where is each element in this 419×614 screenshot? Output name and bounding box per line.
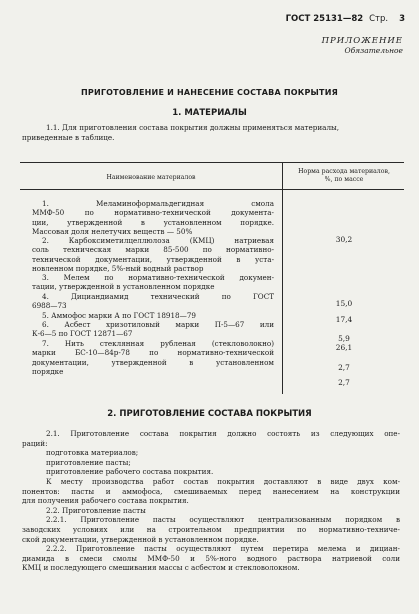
main-title: ПРИГОТОВЛЕНИЕ И НАНЕСЕНИЕ СОСТАВА ПОКРЫТИЯ	[81, 88, 338, 97]
page-number: 3	[399, 14, 405, 24]
section2-body	[22, 429, 400, 573]
section2-line: приготовление рабочего состава покрытия.	[46, 467, 214, 477]
section2-line: К месту производства работ состав покрытия доставляют в виде двух ком-	[46, 476, 400, 486]
table-row-name: 3. Мелем по нормативно-технической докумен- тации, утвержденной в установленном порядке	[32, 273, 274, 292]
table-row-value: 26,1	[335, 343, 353, 352]
table-top-rule	[20, 162, 404, 163]
table-row-value: 17,4	[335, 315, 353, 324]
section2-line: раций:	[22, 438, 48, 448]
table-row-name: 1. Меламиноформальдегидная смола ММФ-50 по нормативно-технической документа- ции, утвержденной в установленном порядке. Массовая доля нелетучих веществ — 50%	[32, 199, 274, 237]
section2-line: приготовление пасты;	[46, 457, 131, 467]
section2-line: 2.2.2. Приготовление пасты осуществляют путем перетира мелема и дициан-	[46, 544, 400, 554]
section1-paragraph	[22, 123, 400, 142]
table-header-norm-line: Норма расхода материалов,	[298, 168, 390, 175]
table-row-name: 6. Асбест хризотиловый марки П-5—67 или К-6—5 по ГОСТ 12871—67	[32, 320, 274, 339]
table-row-value: 30,2	[335, 235, 353, 244]
section2-line: 2.2.1. Приготовление пасты осуществляют централизованным порядком в	[46, 515, 400, 525]
section2-line: диамида в смеси смолы ММФ-50 и 5%-ного водного раствора натриевой соли	[22, 553, 400, 563]
table-row-value: 2,7	[338, 363, 350, 372]
table-row-name: 2. Карбоксиметилцеллюлоза (КМЦ) натриевая соль техническая марки 85-500 по нормативно- технической документации, утвержденной в уста- новленном порядке, 5%-ный водный раствор	[32, 236, 274, 274]
section2-line: для получения рабочего состава покрытия.	[22, 496, 189, 506]
appendix-label: ПРИЛОЖЕНИЕ	[321, 36, 403, 46]
section2-line: понентов: пасты и аммофоса, смешиваемых перед нанесением на конструкции	[22, 486, 400, 496]
table-row-value: 15,0	[335, 299, 353, 308]
table-header-norm	[284, 168, 404, 184]
section2-line: заводских условиях или на строительном предприятии по нормативно-техниче-	[22, 524, 400, 534]
section1-line: приведенные в таблице.	[22, 132, 115, 142]
table-header-name: Наименование материалов	[106, 174, 196, 181]
table-header-rule	[20, 189, 404, 190]
section1-line: 1.1. Для приготовления состава покрытия должны применяться материалы,	[46, 123, 340, 132]
table-header-norm-line: %, по массе	[324, 176, 364, 183]
section2-line: КМЦ и последующего смешивания массы с асбестом и стекловолокном.	[22, 563, 300, 573]
table-row-name: 7. Нить стеклянная рубленая (стекловолокно) марки БС-10—84р-78 по нормативно-технической документации, утвержденной в установленном порядке	[32, 339, 274, 377]
materials-table	[20, 162, 404, 397]
table-row-name: 5. Аммофос марки А по ГОСТ 18918—79	[42, 311, 196, 320]
table-row-value: 2,7	[338, 378, 350, 387]
standard-number: ГОСТ 25131—82	[285, 14, 364, 24]
section2-line: подготовка материалов;	[46, 448, 139, 458]
section2-line: ской документации, утвержденной в установленном порядке.	[22, 534, 259, 544]
section2-line: 2.2. Приготовление пасты	[46, 505, 146, 515]
section2-title: 2. ПРИГОТОВЛЕНИЕ СОСТАВА ПОКРЫТИЯ	[107, 409, 312, 419]
section1-title: 1. МАТЕРИАЛЫ	[172, 108, 247, 118]
page-label: Стр.	[369, 14, 389, 24]
table-column-divider	[282, 162, 283, 394]
section2-line: 2.1. Приготовление состава покрытия должно состоять из следующих опе-	[46, 429, 400, 438]
table-row-value: 5,9	[338, 334, 350, 343]
page-header	[282, 14, 405, 24]
appendix-block	[322, 36, 403, 56]
appendix-type: Обязательное	[344, 46, 403, 55]
table-row-name: 4. Дициандиамид технический по ГОСТ 6988—73	[32, 292, 274, 311]
